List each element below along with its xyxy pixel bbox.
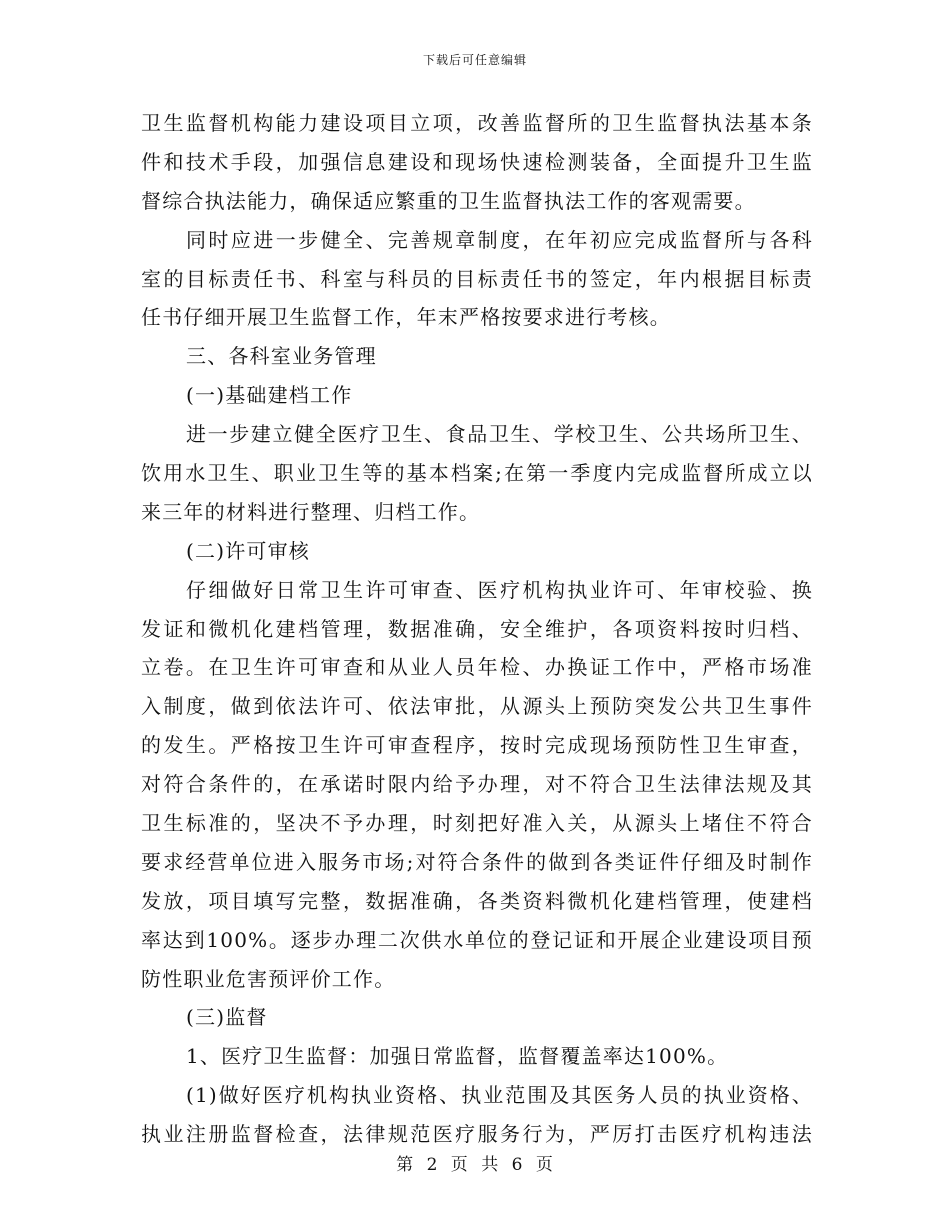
text-line: 执业注册监督检查，法律规范医疗服务行为，严厉打击医疗机构违法 — [141, 1122, 813, 1147]
text-line: (一)基础建档工作 — [186, 383, 353, 408]
text-line: 率达到100%。逐步办理二次供水单位的登记证和开展企业建设项目预 — [141, 927, 813, 952]
text-line: 的发生。严格按卫生许可审查程序，按时完成现场预防性卫生审查， — [141, 733, 813, 758]
text-line: 防性职业危害预评价工作。 — [141, 966, 396, 991]
text-line: (三)监督 — [186, 1005, 268, 1030]
page-footer: 第 2 页 共 6 页 — [396, 1155, 554, 1175]
text-line: 卫生标准的，坚决不予办理，时刻把好准入关，从源头上堵住不符合 — [141, 811, 813, 836]
text-line: 入制度，做到依法许可、依法审批，从源头上预防突发公共卫生事件 — [141, 694, 813, 719]
text-line: 件和技术手段，加强信息建设和现场快速检测装备，全面提升卫生监 — [141, 149, 813, 174]
text-line: 仔细做好日常卫生许可审查、医疗机构执业许可、年审校验、换 — [186, 577, 813, 602]
document-body — [141, 104, 813, 1154]
text-line: 要求经营单位进入服务市场;对符合条件的做到各类证件仔细及时制作 — [141, 849, 813, 874]
text-line: 卫生监督机构能力建设项目立项，改善监督所的卫生监督执法基本条 — [141, 111, 813, 135]
text-line: 任书仔细开展卫生监督工作，年末严格按要求进行考核。 — [141, 305, 671, 330]
text-line: 室的目标责任书、科室与科员的目标责任书的签定，年内根据目标责 — [141, 266, 813, 291]
text-line: (1)做好医疗机构执业资格、执业范围及其医务人员的执业资格、 — [186, 1083, 813, 1108]
page-header: 下载后可任意编辑 — [422, 53, 527, 67]
text-line: 立卷。在卫生许可审查和从业人员年检、办换证工作中，严格市场准 — [141, 655, 813, 680]
text-line: 饮用水卫生、职业卫生等的基本档案;在第一季度内完成监督所成立以 — [141, 461, 813, 486]
text-line: 督综合执法能力，确保适应繁重的卫生监督执法工作的客观需要。 — [141, 188, 756, 213]
text-line: 对符合条件的，在承诺时限内给予办理，对不符合卫生法律法规及其 — [141, 772, 813, 797]
text-line: 来三年的材料进行整理、归档工作。 — [141, 499, 481, 524]
text-line: 发证和微机化建档管理，数据准确，安全维护，各项资料按时归档、 — [141, 616, 813, 641]
text-line: (二)许可审核 — [186, 538, 311, 563]
text-line: 同时应进一步健全、完善规章制度，在年初应完成监督所与各科 — [186, 227, 813, 252]
text-line: 三、各科室业务管理 — [186, 344, 377, 369]
text-line: 1、医疗卫生监督：加强日常监督，监督覆盖率达100%。 — [186, 1044, 729, 1069]
text-line: 进一步建立健全医疗卫生、食品卫生、学校卫生、公共场所卫生、 — [186, 422, 813, 447]
text-line: 发放，项目填写完整，数据准确，各类资料微机化建档管理，使建档 — [141, 888, 813, 913]
